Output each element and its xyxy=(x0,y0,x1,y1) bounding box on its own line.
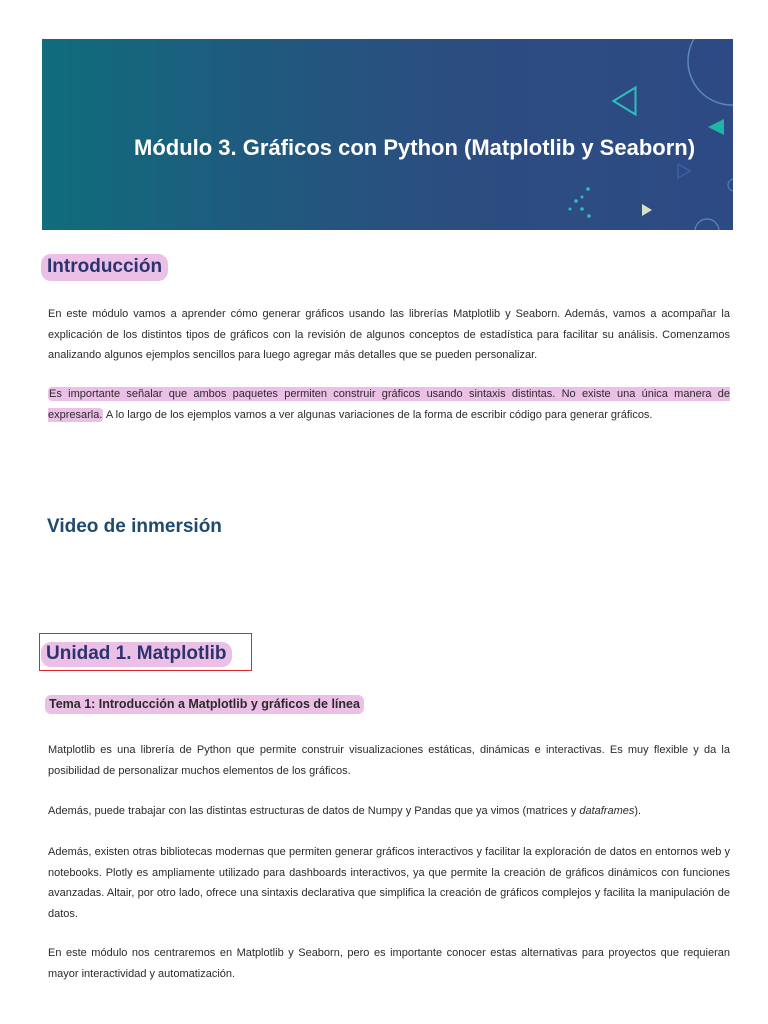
unit-heading: Unidad 1. Matplotlib xyxy=(41,642,232,667)
module-banner xyxy=(42,39,733,230)
video-heading: Video de inmersión xyxy=(47,516,222,537)
intro-paragraph-2 xyxy=(48,384,730,425)
dataframes-term: dataframes xyxy=(579,805,635,817)
unit-paragraph-2-end: ). xyxy=(634,805,642,817)
unit-paragraph-1: Matplotlib es una librería de Python que permite construir visualizaciones estáticas, dinámicas e interactivas. Es muy flexible y da la posibilidad de personalizar muchos elementos de los gráficos. xyxy=(48,744,730,777)
module-title: Módulo 3. Gráficos con Python (Matplotlib y Seaborn) xyxy=(134,135,696,160)
highlighted-text: Es importante señalar que ambos paquetes permiten construir gráficos usando sintaxis distintas. No existe una única manera de expresarla. xyxy=(48,388,730,421)
intro-paragraph-2-rest: A lo largo de los ejemplos vamos a ver algunas variaciones de la forma de escribir código para generar gráficos. xyxy=(103,408,653,421)
topic-heading: Tema 1: Introducción a Matplotlib y gráficos de línea xyxy=(45,695,364,714)
unit-paragraph-3: Además, existen otras bibliotecas modernas que permiten generar gráficos interactivos y facilitar la exploración de datos en entornos web y notebooks. Plotly es ampliamente utilizado para dashboards interactivos, ya que permite la creación de gráficos dinámicos con funciones avanzadas. Altair, por otro lado, ofrece una sintaxis declarativa que simplifica la creación de gráficos complejos y facilita la manipulación de datos. xyxy=(48,846,730,920)
unit-paragraph-4: En este módulo nos centraremos en Matplotlib y Seaborn, pero es importante conocer estas alternativas para proyectos que requieran mayor interactividad y automatización. xyxy=(48,947,730,980)
unit-paragraph-2-text: Además, puede trabajar con las distintas estructuras de datos de Numpy y Pandas que ya vimos (matrices y xyxy=(48,805,580,817)
unit-paragraph-2 xyxy=(48,801,730,822)
intro-paragraph-1: En este módulo vamos a aprender cómo generar gráficos usando las librerías Matplotlib y Seaborn. Además, vamos a acompañar la explicación de los distintos tipos de gráficos con la revisión de algunos conceptos de estadística para facilitar su análisis. Comenzamos analizando algunos ejemplos sencillos para luego agregar más detalles que se pueden personalizar. xyxy=(48,308,730,361)
intro-heading: Introducción xyxy=(41,254,168,281)
